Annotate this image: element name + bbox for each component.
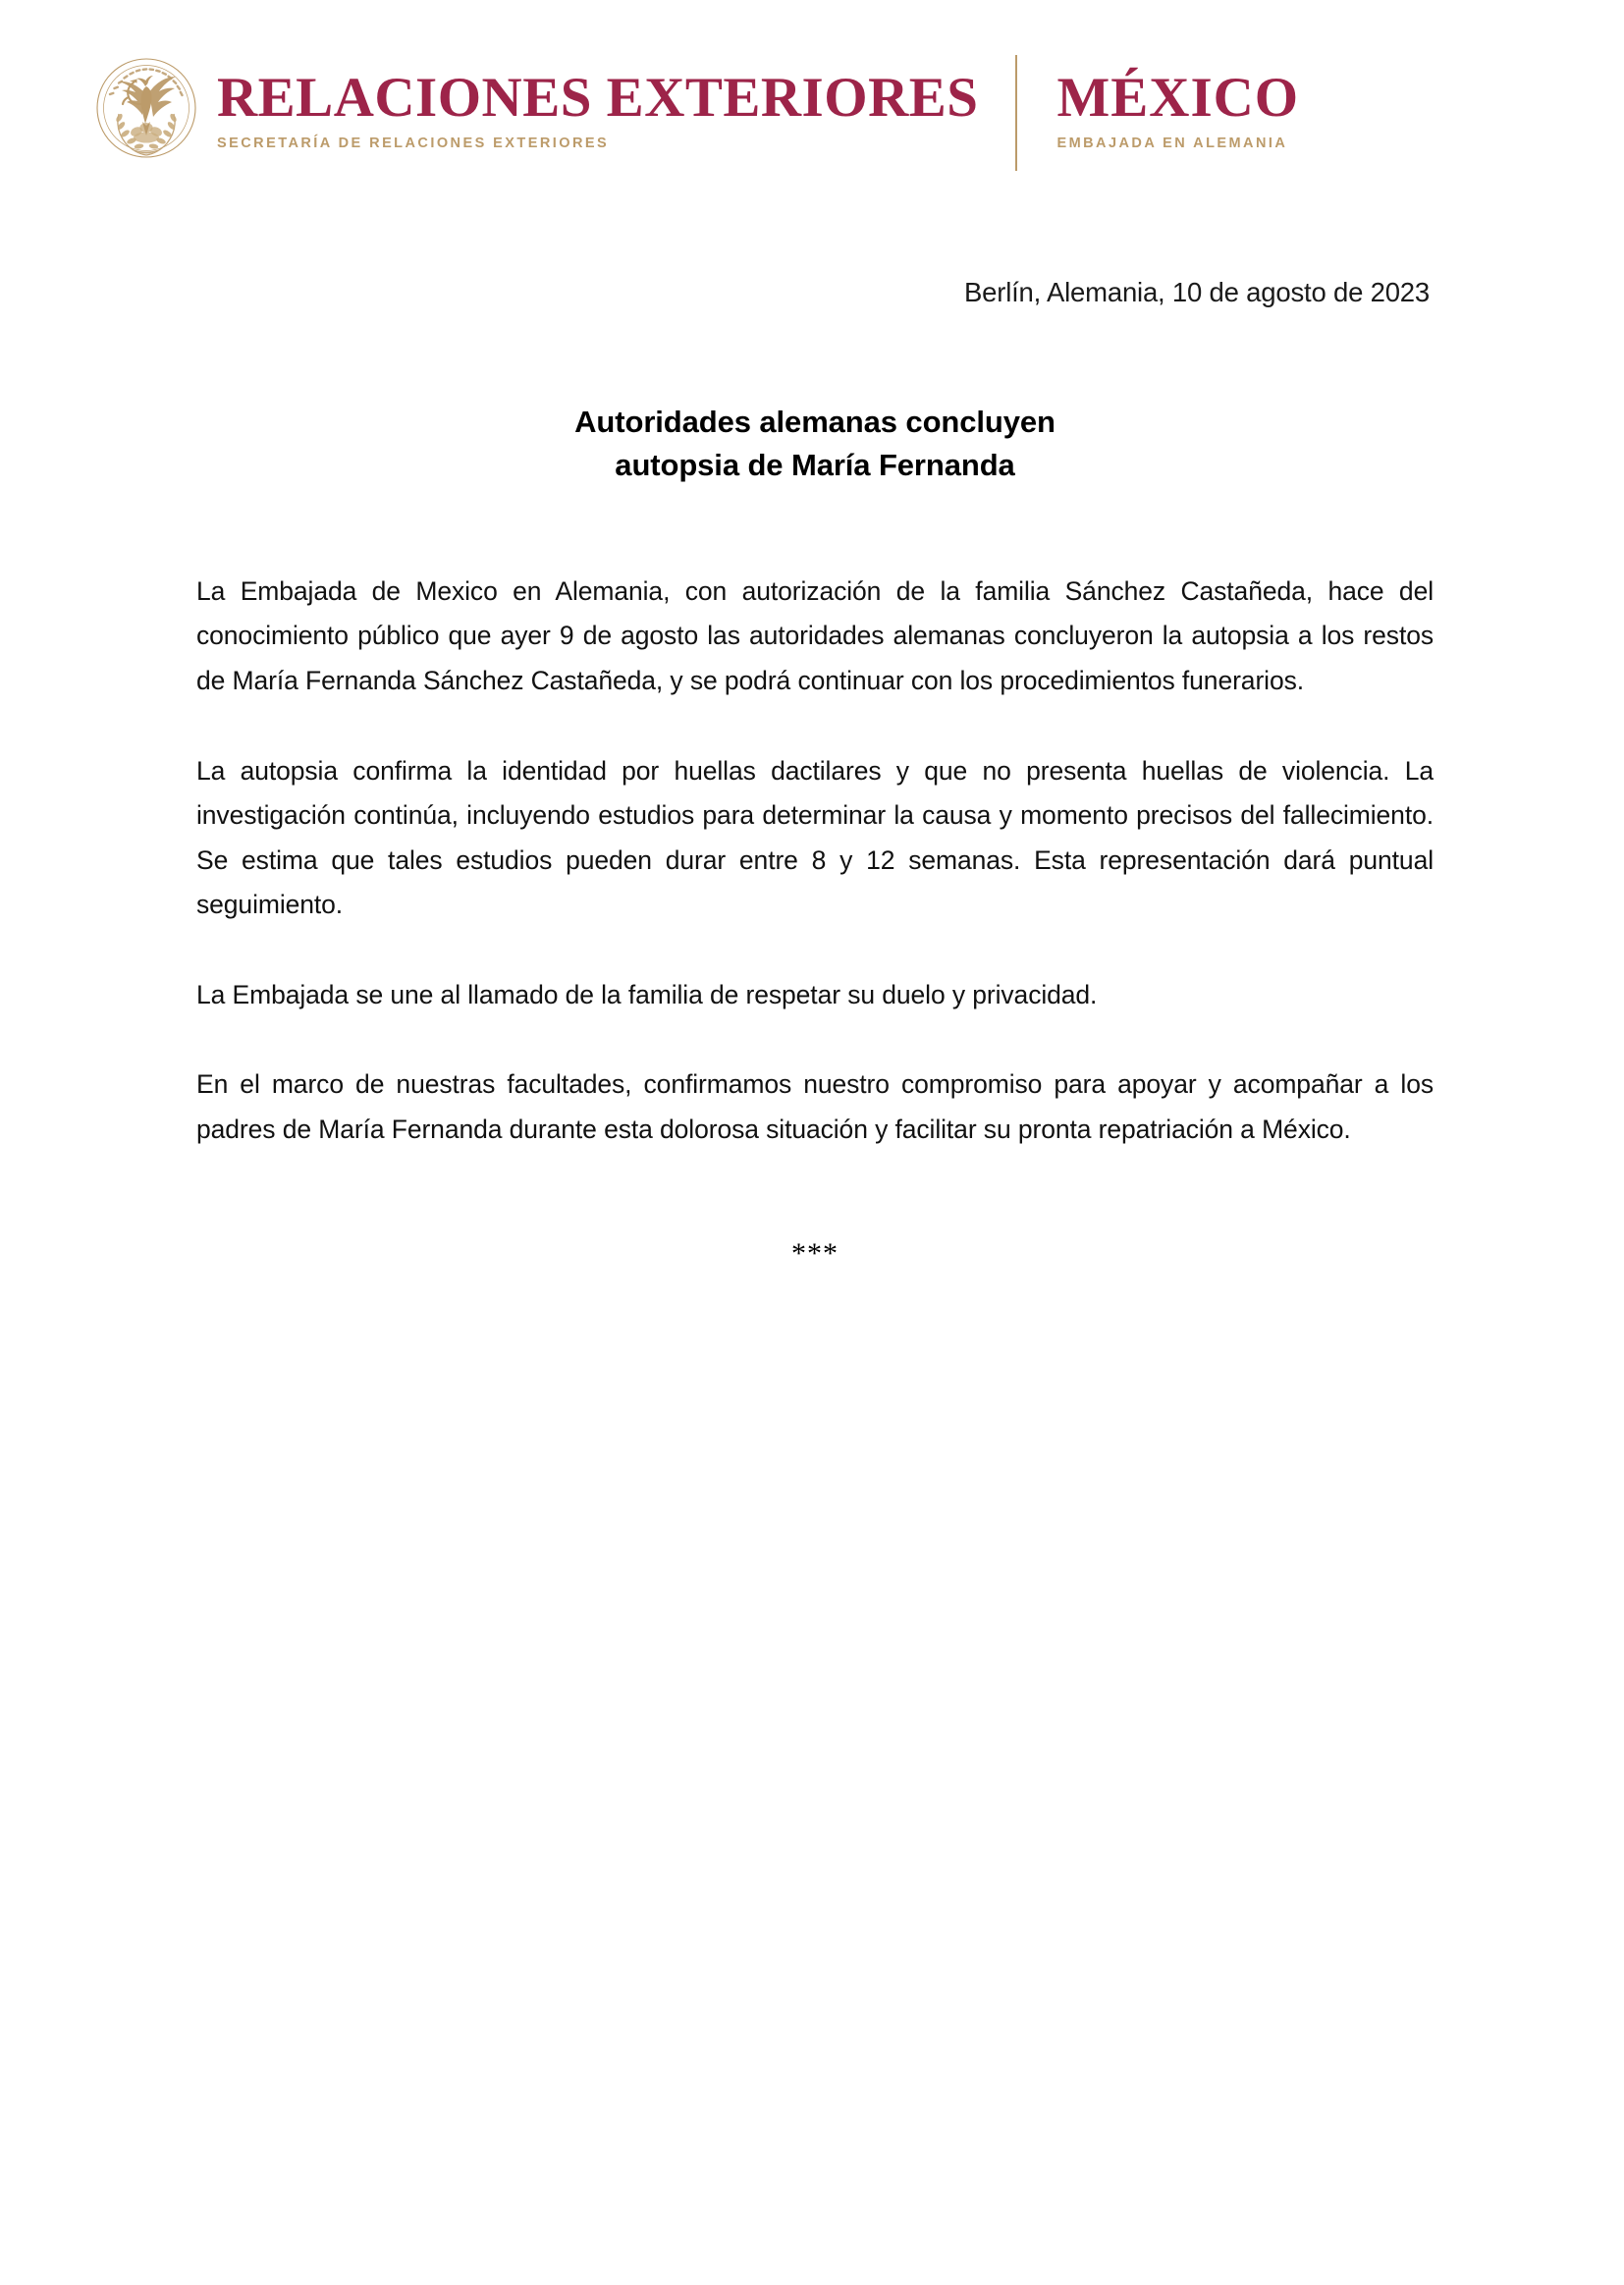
page-title-line-2: autopsia de María Fernanda	[615, 447, 1015, 482]
mexican-coat-of-arms-icon	[93, 53, 199, 163]
embassy-subtitle: EMBAJADA EN ALEMANIA	[1056, 136, 1288, 152]
ministry-brand-block	[217, 51, 978, 151]
mexico-brand-block	[1056, 51, 1299, 151]
page-title-line-1: Autoridades alemanas concluyen	[574, 404, 1056, 439]
government-logo-lockup	[93, 51, 1299, 171]
paragraph-1: La Embajada de Mexico en Alemania, con autorización de la familia Sánchez Castañeda, hace del conocimiento público que ayer 9 de agosto las autoridades alemanas concluyeron la autopsia a los restos de María Fernanda Sánchez Castañeda, y se podrá continuar con los procedimientos funerarios.	[196, 575, 1434, 695]
mexico-title: MÉXICO	[1056, 67, 1300, 129]
logo-divider	[1015, 55, 1017, 171]
document-body	[196, 275, 1434, 1271]
page-title	[196, 401, 1434, 487]
dateline: Berlín, Alemania, 10 de agosto de 2023	[964, 277, 1430, 307]
paragraph-2: La autopsia confirma la identidad por huellas dactilares y que no presenta huellas de violencia. La investigación continúa, incluyendo estudios para determinar la causa y momento precisos del fallecimiento. Se estima que tales estudios pueden durar entre 8 y 12 semanas. Esta representación dará puntual seguimiento.	[196, 755, 1434, 920]
paragraph-3: La Embajada se une al llamado de la familia de respetar su duelo y privacidad.	[196, 979, 1098, 1009]
paragraph-4: En el marco de nuestras facultades, confirmamos nuestro compromiso para apoyar y acompañar a los padres de María Fernanda durante esta dolorosa situación y facilitar su pronta repatriación a México.	[196, 1069, 1434, 1144]
body-copy	[196, 570, 1434, 1153]
ministry-subtitle: SECRETARÍA DE RELACIONES EXTERIORES	[217, 136, 610, 152]
letterhead-header	[0, 0, 1624, 206]
ministry-title: RELACIONES EXTERIORES	[217, 67, 979, 129]
end-of-release-mark: ***	[791, 1236, 839, 1270]
